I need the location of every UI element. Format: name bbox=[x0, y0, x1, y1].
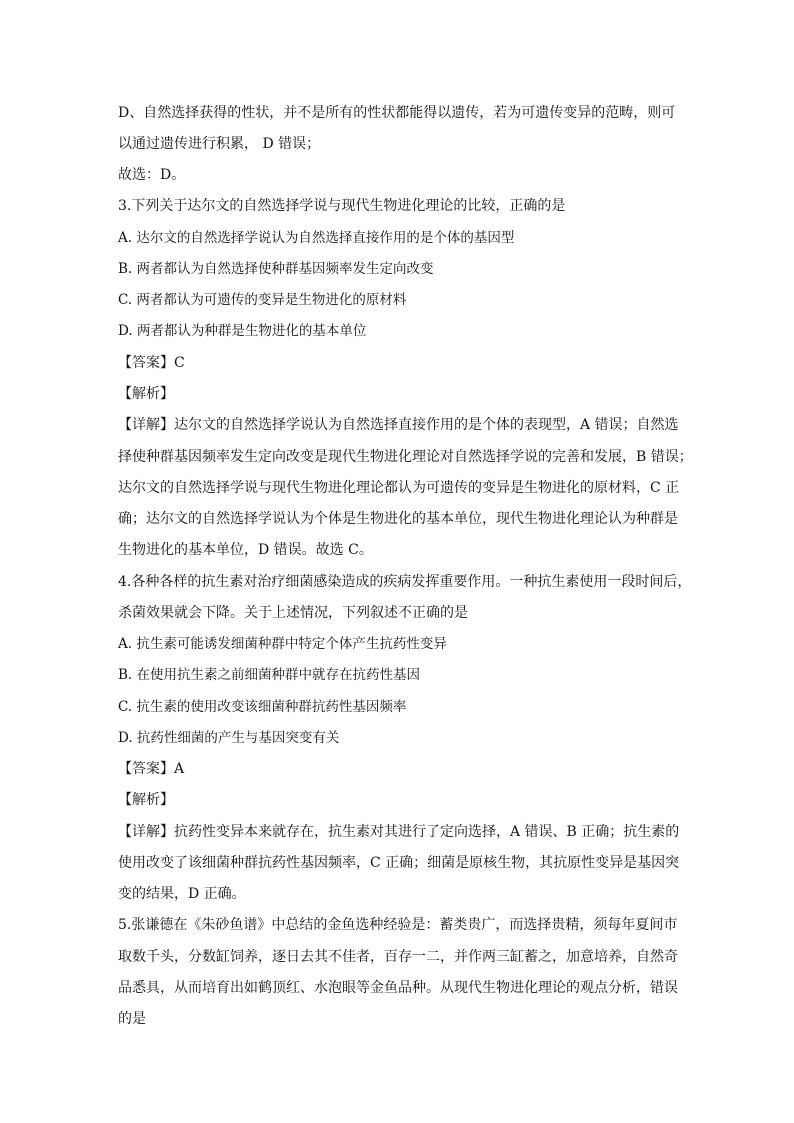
question-3-option-d: D. 两者都认为种群是生物进化的基本单位 bbox=[118, 323, 367, 339]
answer-label: 【答案】A bbox=[118, 761, 185, 777]
explanation-line: 生物进化的基本单位，D 错误。故选 C。 bbox=[118, 542, 373, 558]
question-5-stem: 取数千头，分数缸饲养，逐日去其不佳者，百存一二，并作两三缸蓄之，加意培养，自然奇 bbox=[118, 949, 678, 965]
question-4-option-c: C. 抗生素的使用改变该细菌种群抗药性基因频率 bbox=[118, 699, 407, 715]
question-4-stem: 4.各种各样的抗生素对治疗细菌感染造成的疾病发挥重要作用。一种抗生素使用一段时间后， bbox=[118, 574, 692, 590]
explanation-line: 使用改变了该细菌种群抗药性基因频率，C 正确；细菌是原核生物，其抗原性变异是基因突 bbox=[118, 855, 680, 871]
question-4-stem: 杀菌效果就会下降。关于上述情况，下列叙述不正确的是 bbox=[118, 605, 468, 621]
question-3-option-c: C. 两者都认为可遗传的变异是生物进化的原材料 bbox=[118, 292, 407, 308]
explanation-line: 变的结果，D 正确。 bbox=[118, 886, 246, 902]
question-4-option-d: D. 抗药性细菌的产生与基因突变有关 bbox=[118, 730, 340, 746]
question-5-stem: 5.张谦德在《朱砂鱼谱》中总结的金鱼选种经验是：蓄类贵广，而选择贵精，须每年夏间市 bbox=[118, 917, 678, 933]
question-3-option-a: A. 达尔文的自然选择学说认为自然选择直接作用的是个体的基因型 bbox=[118, 230, 515, 246]
text-line: 故选：D。 bbox=[118, 167, 186, 183]
question-4-option-a: A. 抗生素可能诱发细菌种群中特定个体产生抗药性变异 bbox=[118, 636, 447, 652]
question-4-option-b: B. 在使用抗生素之前细菌种群中就存在抗药性基因 bbox=[118, 667, 421, 683]
explanation-line: 确；达尔文的自然选择学说认为个体是生物进化的基本单位，现代生物进化理论认为种群是 bbox=[118, 511, 678, 527]
question-5-stem: 的是 bbox=[118, 1011, 146, 1027]
explanation-line: 达尔文的自然选择学说与现代生物进化理论都认为可遗传的变异是生物进化的原材料，C 正 bbox=[118, 480, 680, 496]
question-3-stem: 3.下列关于达尔文的自然选择学说与现代生物进化理论的比较，正确的是 bbox=[118, 198, 566, 214]
explanation-line: 【详解】达尔文的自然选择学说认为自然选择直接作用的是个体的表现型，A 错误；自然选 bbox=[118, 417, 679, 433]
answer-label: 【答案】C bbox=[118, 355, 185, 371]
analysis-label: 【解析】 bbox=[118, 792, 174, 808]
text-line: D、自然选择获得的性状，并不是所有的性状都能得以遗传，若为可遗传变异的范畴，则可 bbox=[118, 105, 676, 121]
text-line: 以通过遗传进行积累， D 错误； bbox=[118, 136, 321, 152]
explanation-line: 择使种群基因频率发生定向改变是现代生物进化理论对自然选择学说的完善和发展，B 错误； bbox=[118, 449, 693, 465]
question-5-stem: 品悉具，从而培育出如鹤顶红、水泡眼等金鱼品种。从现代生物进化理论的观点分析，错误 bbox=[118, 980, 678, 996]
analysis-label: 【解析】 bbox=[118, 386, 174, 402]
question-3-option-b: B. 两者都认为自然选择使种群基因频率发生定向改变 bbox=[118, 261, 434, 277]
explanation-line: 【详解】抗药性变异本来就存在，抗生素对其进行了定向选择，A 错误、B 正确；抗生素的 bbox=[118, 824, 680, 840]
